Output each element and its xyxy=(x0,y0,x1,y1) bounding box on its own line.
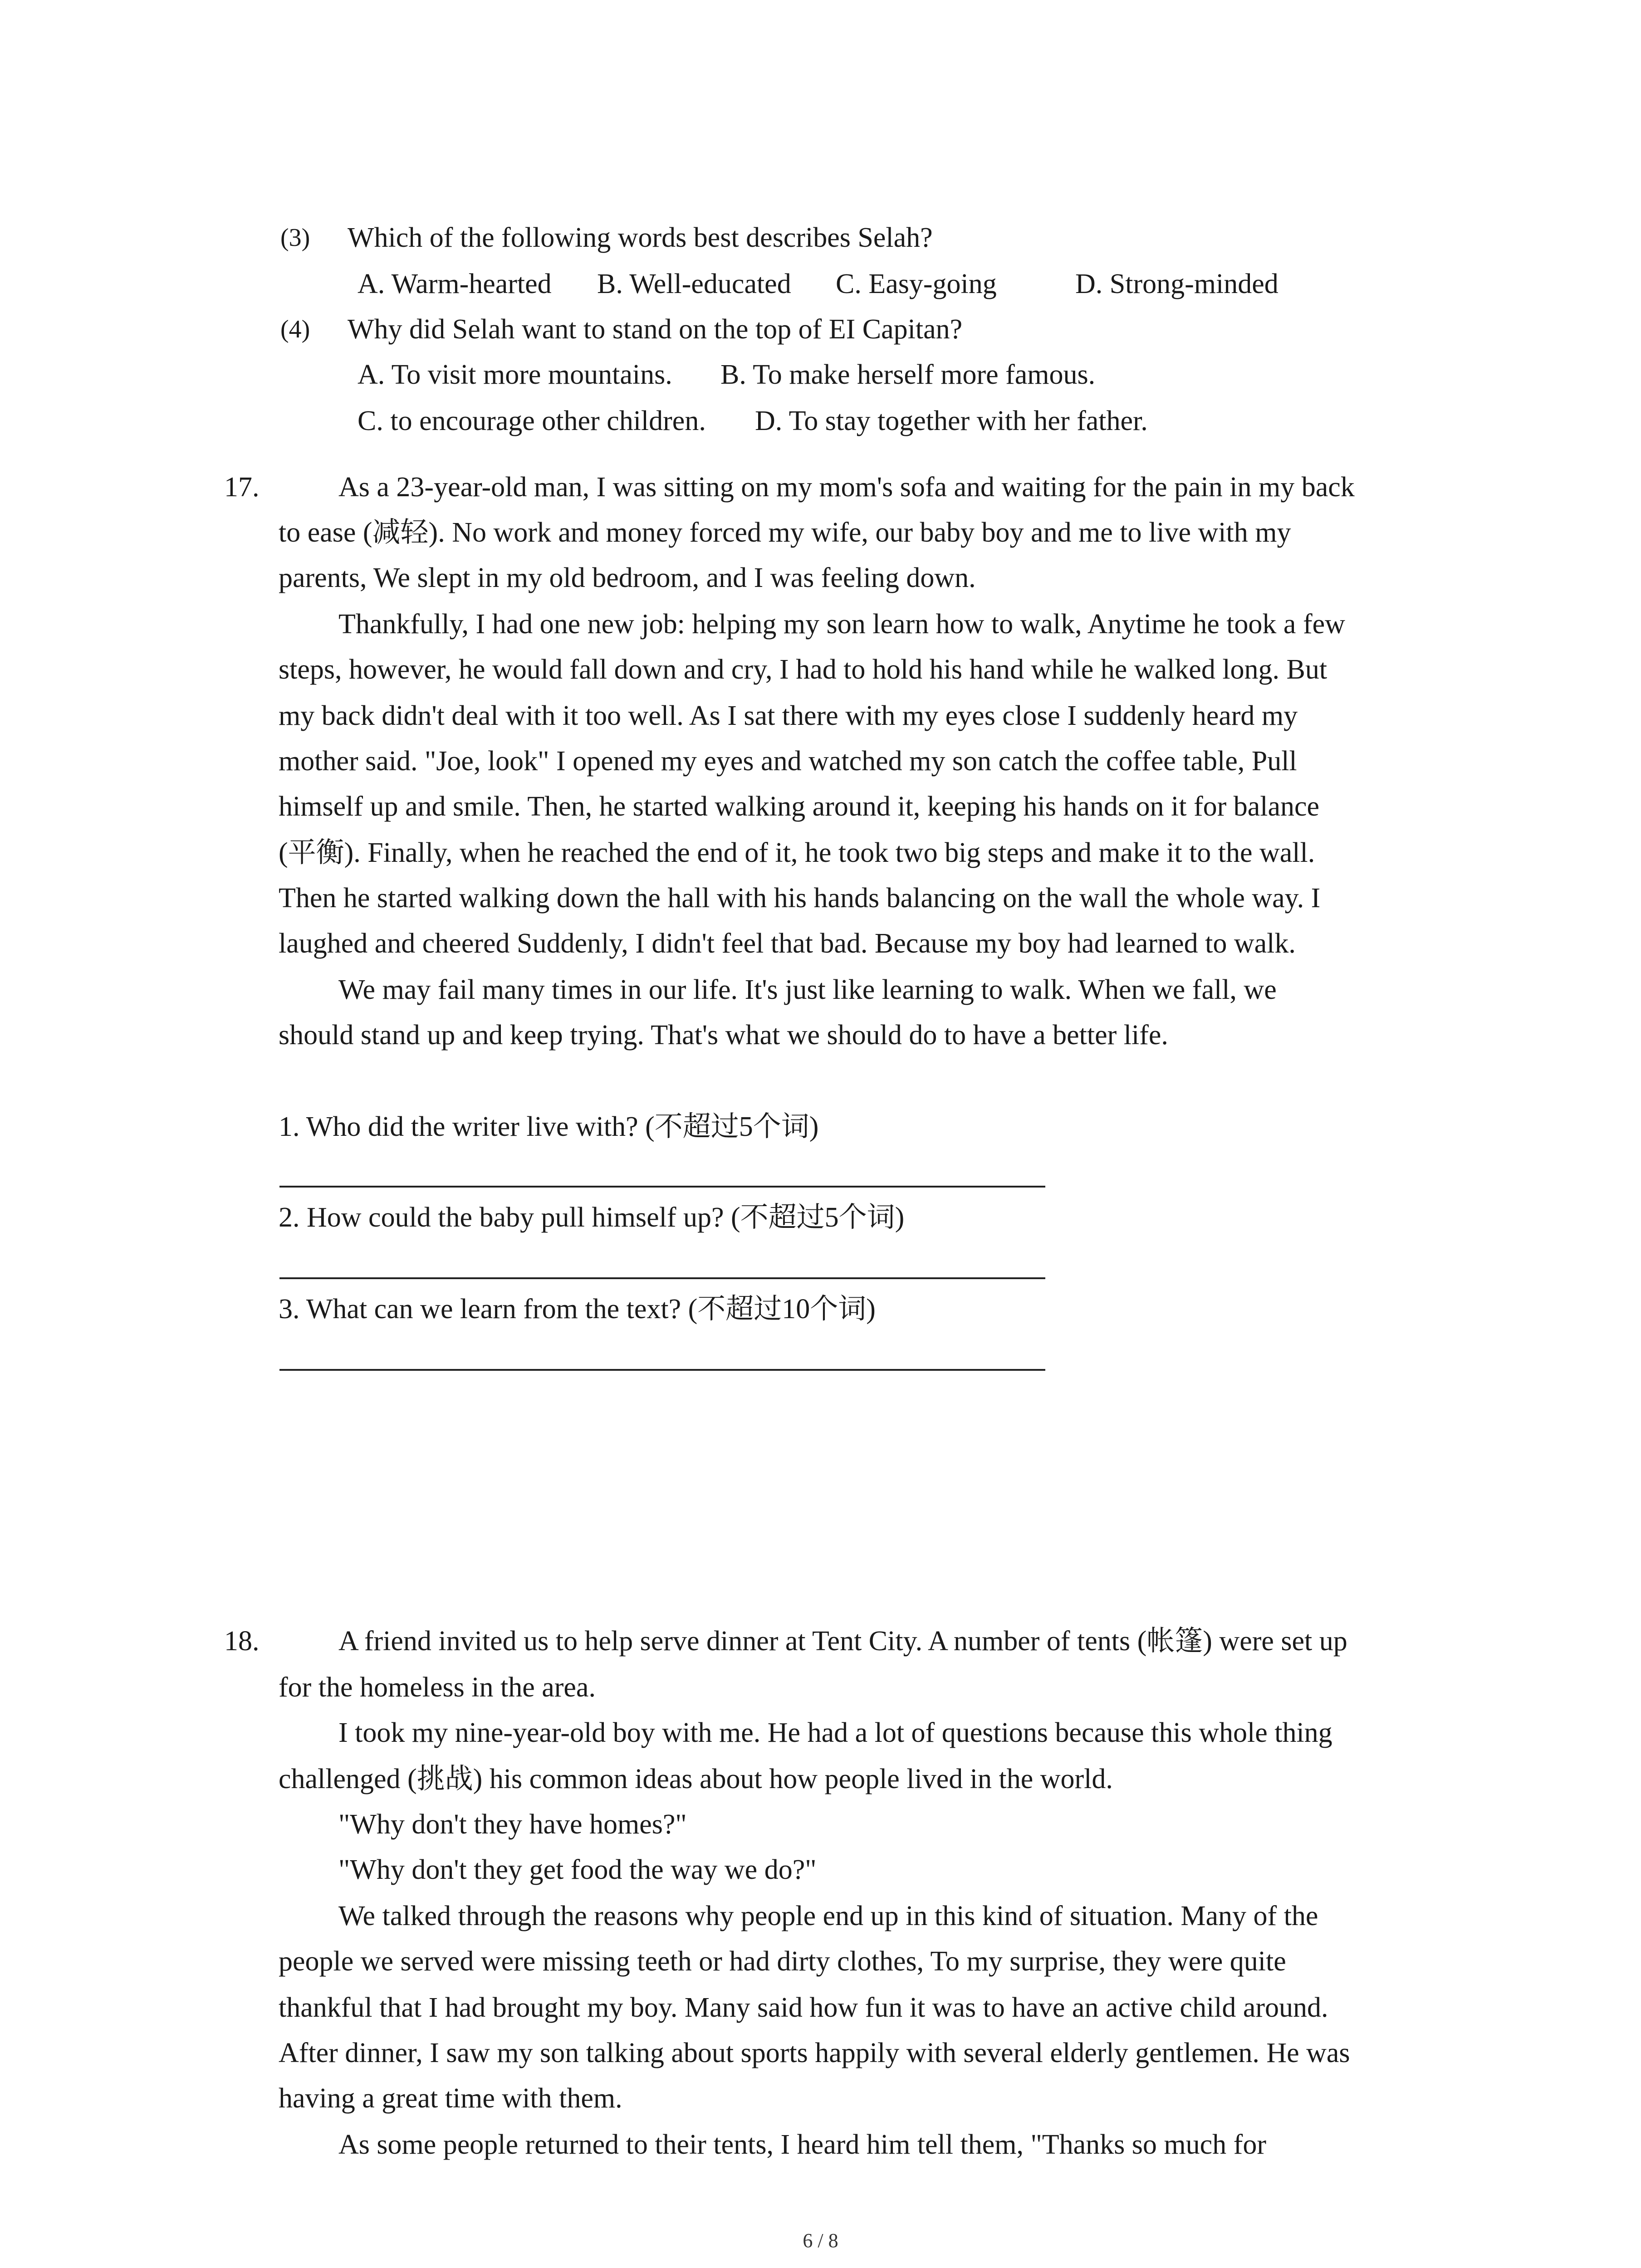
passage-line: my back didn't deal with it too well. As I sat there with my eyes close I suddenly heard my xyxy=(279,700,1298,731)
page-number: 6 / 8 xyxy=(803,2229,838,2252)
passage-line: As some people returned to their tents, I heard him tell them, "Thanks so much for xyxy=(338,2129,1266,2160)
passage-line: himself up and smile. Then, he started walking around it, keeping his hands on it for balance xyxy=(279,791,1320,822)
question-text: Why did Selah want to stand on the top of EI Capitan? xyxy=(348,314,963,345)
answer-blank[interactable] xyxy=(279,1277,1045,1279)
passage-line: "Why don't they get food the way we do?" xyxy=(338,1854,817,1885)
short-answer-question: 3. What can we learn from the text? (不超过10个词) xyxy=(279,1294,876,1325)
option-a: A. To visit more mountains. xyxy=(358,359,672,390)
passage-line: having a great time with them. xyxy=(279,2083,622,2114)
passage-line: After dinner, I saw my son talking about sports happily with several elderly gentlemen. He was xyxy=(279,2038,1350,2068)
passage-line: should stand up and keep trying. That's what we should do to have a better life. xyxy=(279,1020,1168,1051)
question-number: (3) xyxy=(280,224,310,252)
passage-line: Thankfully, I had one new job: helping my son learn how to walk, Anytime he took a few xyxy=(338,609,1345,640)
passage-number: 18. xyxy=(224,1626,260,1657)
passage-line: to ease (减轻). No work and money forced my wife, our baby boy and me to live with my xyxy=(279,517,1291,548)
passage-line: laughed and cheered Suddenly, I didn't feel that bad. Because my boy had learned to walk. xyxy=(279,928,1296,959)
passage-line: "Why don't they have homes?" xyxy=(338,1809,687,1840)
option-b: B. To make herself more famous. xyxy=(720,359,1096,390)
passage-line: steps, however, he would fall down and cry, I had to hold his hand while he walked long. But xyxy=(279,654,1327,685)
passage-line: people we served were missing teeth or had dirty clothes, To my surprise, they were quite xyxy=(279,1946,1286,1977)
passage-line: (平衡). Finally, when he reached the end of it, he took two big steps and make it to the wall. xyxy=(279,837,1315,868)
passage-line: We talked through the reasons why people end up in this kind of situation. Many of the xyxy=(338,1901,1318,1931)
passage-line: mother said. "Joe, look" I opened my eyes and watched my son catch the coffee table, Pull xyxy=(279,746,1297,777)
option-d: D. To stay together with her father. xyxy=(755,406,1148,436)
option-d: D. Strong-minded xyxy=(1075,269,1279,299)
answer-blank[interactable] xyxy=(279,1186,1045,1188)
passage-line: challenged (挑战) his common ideas about how people lived in the world. xyxy=(279,1764,1113,1794)
question-number: (4) xyxy=(280,315,310,343)
option-a: A. Warm-hearted xyxy=(358,269,552,299)
passage-line: for the homeless in the area. xyxy=(279,1672,596,1703)
option-c: C. Easy-going xyxy=(836,269,997,299)
passage-line: We may fail many times in our life. It's just like learning to walk. When we fall, we xyxy=(338,974,1277,1005)
question-text: Which of the following words best describes Selah? xyxy=(348,222,933,253)
answer-blank[interactable] xyxy=(279,1369,1045,1371)
passage-line: I took my nine-year-old boy with me. He had a lot of questions because this whole thing xyxy=(338,1717,1332,1748)
short-answer-question: 1. Who did the writer live with? (不超过5个词) xyxy=(279,1111,819,1142)
passage-line: parents, We slept in my old bedroom, and I was feeling down. xyxy=(279,562,976,593)
passage-number: 17. xyxy=(224,472,260,503)
option-c: C. to encourage other children. xyxy=(358,406,706,436)
passage-line: As a 23-year-old man, I was sitting on my mom's sofa and waiting for the pain in my back xyxy=(338,472,1355,503)
passage-line: Then he started walking down the hall with his hands balancing on the wall the whole way. I xyxy=(279,883,1321,914)
short-answer-question: 2. How could the baby pull himself up? (不超过5个词) xyxy=(279,1202,905,1233)
passage-line: thankful that I had brought my boy. Many said how fun it was to have an active child around. xyxy=(279,1992,1328,2023)
option-b: B. Well-educated xyxy=(597,269,791,299)
passage-line: A friend invited us to help serve dinner at Tent City. A number of tents (帐篷) were set up xyxy=(338,1626,1347,1657)
